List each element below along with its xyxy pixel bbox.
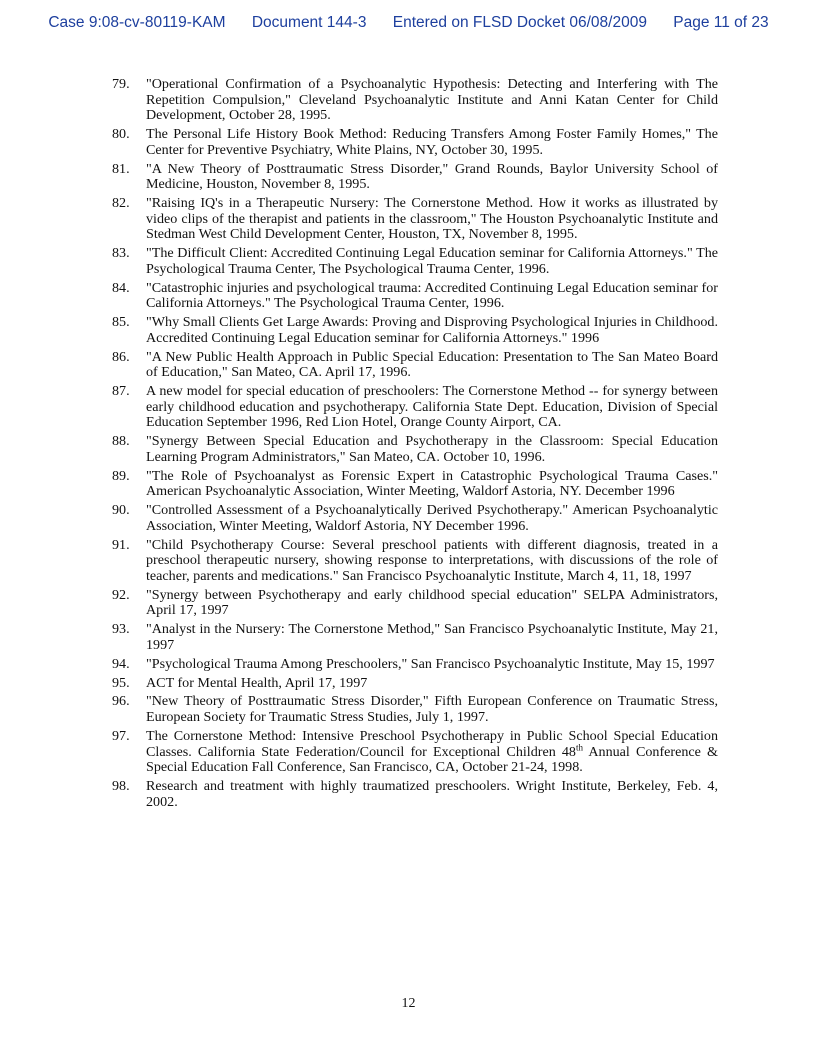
- list-item: [108, 315, 718, 346]
- list-item-number: 88.: [112, 433, 130, 450]
- page-count: Page 11 of 23: [673, 14, 769, 31]
- list-item-number: 84.: [112, 279, 130, 296]
- list-item-text: "Child Psychotherapy Course: Several preschool patients with different diagnosis, treated in a preschool therapeutic nursery, showing response to interpretations, with discussions of the role of teacher, parents and medications." San Francisco Psychoanalytic Institute, March 4, 11, 18, 1997: [146, 536, 718, 584]
- list-item: [108, 676, 718, 692]
- list-item-text: ACT for Mental Health, April 17, 1997: [146, 674, 368, 691]
- list-item-text: "A New Public Health Approach in Public Special Education: Presentation to The San Mateo Board of Education," San Mateo, CA. April 17, 1996.: [146, 348, 718, 381]
- list-item-text: "Analyst in the Nursery: The Cornerstone Method," San Francisco Psychoanalytic Institute, May 21, 1997: [146, 621, 718, 653]
- list-item-number: 96.: [112, 693, 130, 710]
- list-item-number: 79.: [112, 76, 130, 92]
- list-item-text-part: The Cornerstone Method: Intensive Preschool Psychotherapy in Public School Special Education Classes. California State Federation/Council for Exceptional Children 48: [146, 727, 718, 760]
- list-item-number: 91.: [112, 536, 130, 553]
- list-item-text: "Synergy between Psychotherapy and early childhood special education" SELPA Administrators, April 17, 1997: [146, 586, 718, 619]
- list-item-number: 95.: [112, 674, 130, 691]
- list-item-number: 87.: [112, 383, 130, 400]
- list-item: [108, 657, 718, 673]
- list-item: [108, 196, 718, 243]
- list-item: [108, 384, 718, 431]
- list-item: [108, 434, 718, 465]
- list-item-number: 92.: [112, 586, 130, 603]
- presentation-list: [108, 77, 718, 813]
- list-item-number: 90.: [112, 502, 130, 519]
- list-item-text: "Controlled Assessment of a Psychoanalytically Derived Psychotherapy." American Psychoanalytic Association, Winter Meeting, Waldorf Astoria, NY December 1996.: [146, 502, 718, 534]
- list-item: [108, 350, 718, 381]
- list-item: [108, 281, 718, 312]
- list-item-text: "Raising IQ's in a Therapeutic Nursery: The Cornerstone Method. How it works as illustrated by video clips of the therapist and patients in the classroom," The Houston Psychoanalytic Institute and Stedman West Child Development Center, Houston, TX, November 8, 1995.: [146, 195, 718, 243]
- list-item: [108, 162, 718, 193]
- list-item-number: 80.: [112, 126, 130, 143]
- list-item-text: "The Difficult Client: Accredited Continuing Legal Education seminar for California Attorneys." The Psychological Trauma Center, The Psychological Trauma Center, 1996.: [146, 245, 718, 277]
- list-item-number: 97.: [112, 727, 130, 744]
- page-number: 12: [401, 996, 416, 1011]
- list-item-number: 94.: [112, 655, 130, 672]
- list-item-number: 82.: [112, 195, 130, 212]
- list-item-text: "A New Theory of Posttraumatic Stress Disorder," Grand Rounds, Baylor University School of Medicine, Houston, November 8, 1995.: [146, 160, 718, 193]
- list-item: [108, 246, 718, 277]
- list-item-text: "The Role of Psychoanalyst as Forensic Expert in Catastrophic Psychological Trauma Cases." American Psychoanalytic Association, Winter Meeting, Waldorf Astoria, NY. December 1996: [146, 467, 718, 500]
- list-item: [108, 469, 718, 500]
- list-item-number: 81.: [112, 160, 130, 177]
- list-item: [108, 503, 718, 534]
- list-item-number: 89.: [112, 467, 130, 484]
- list-item: [108, 622, 718, 653]
- document-number: Document 144-3: [251, 14, 367, 31]
- list-item-number: 85.: [112, 314, 130, 331]
- list-item-text: "Synergy Between Special Education and Psychotherapy in the Classroom: Special Education Learning Program Administrators," San Mateo, CA. October 10, 1996.: [146, 433, 718, 465]
- list-item-number: 86.: [112, 348, 130, 365]
- list-item-number: 93.: [112, 621, 130, 638]
- list-item-text: A new model for special education of preschoolers: The Cornerstone Method -- for synergy between early childhood education and psychotherapy. California State Dept. Education, Division of Special Education September 1996, Red Lion Hotel, Orange County Airport, CA.: [146, 383, 718, 431]
- list-item: [108, 127, 718, 158]
- list-item-text: "Psychological Trauma Among Preschoolers," San Francisco Psychoanalytic Institute, May 15, 1997: [146, 655, 715, 672]
- list-item-text: "New Theory of Posttraumatic Stress Disorder," Fifth European Conference on Traumatic Stress, European Society for Traumatic Stress Studies, July 1, 1997.: [146, 693, 718, 726]
- list-item: [108, 729, 718, 776]
- list-item-text: Research and treatment with highly traumatized preschoolers. Wright Institute, Berkeley, Feb. 4, 2002.: [146, 777, 718, 810]
- list-item: [108, 538, 718, 585]
- list-item-number: 83.: [112, 245, 130, 262]
- list-item-text: "Why Small Clients Get Large Awards: Proving and Disproving Psychological Injuries in Childhood. Accredited Continuing Legal Education seminar for California Attorneys." 1996: [146, 314, 718, 346]
- docket-header: [0, 14, 817, 32]
- list-item: [108, 77, 718, 124]
- list-item-text: [146, 729, 718, 776]
- list-item-text: The Personal Life History Book Method: Reducing Transfers Among Foster Family Homes," The Center for Preventive Psychiatry, White Plains, NY, October 30, 1995.: [146, 126, 718, 158]
- docket-entry-date: Entered on FLSD Docket 06/08/2009: [392, 14, 647, 31]
- ordinal-suffix: th: [575, 741, 583, 752]
- case-number: Case 9:08-cv-80119-KAM: [48, 14, 226, 31]
- list-item: [108, 694, 718, 725]
- list-item-text: "Operational Confirmation of a Psychoanalytic Hypothesis: Detecting and Interfering with The Repetition Compulsion," Cleveland Psychoanalytic Institute and Anni Katan Center for Child Development, October 28, 1995.: [146, 76, 718, 124]
- list-item-number: 98.: [112, 777, 130, 794]
- list-item: [108, 588, 718, 619]
- list-item: [108, 779, 718, 810]
- list-item-text: "Catastrophic injuries and psychological trauma: Accredited Continuing Legal Education seminar for California Attorneys." The Psychological Trauma Center, 1996.: [146, 279, 718, 312]
- list-item-text-part: Annual Conference & Special Education Fall Conference, San Francisco, CA, October 21-24, 1998.: [146, 743, 718, 776]
